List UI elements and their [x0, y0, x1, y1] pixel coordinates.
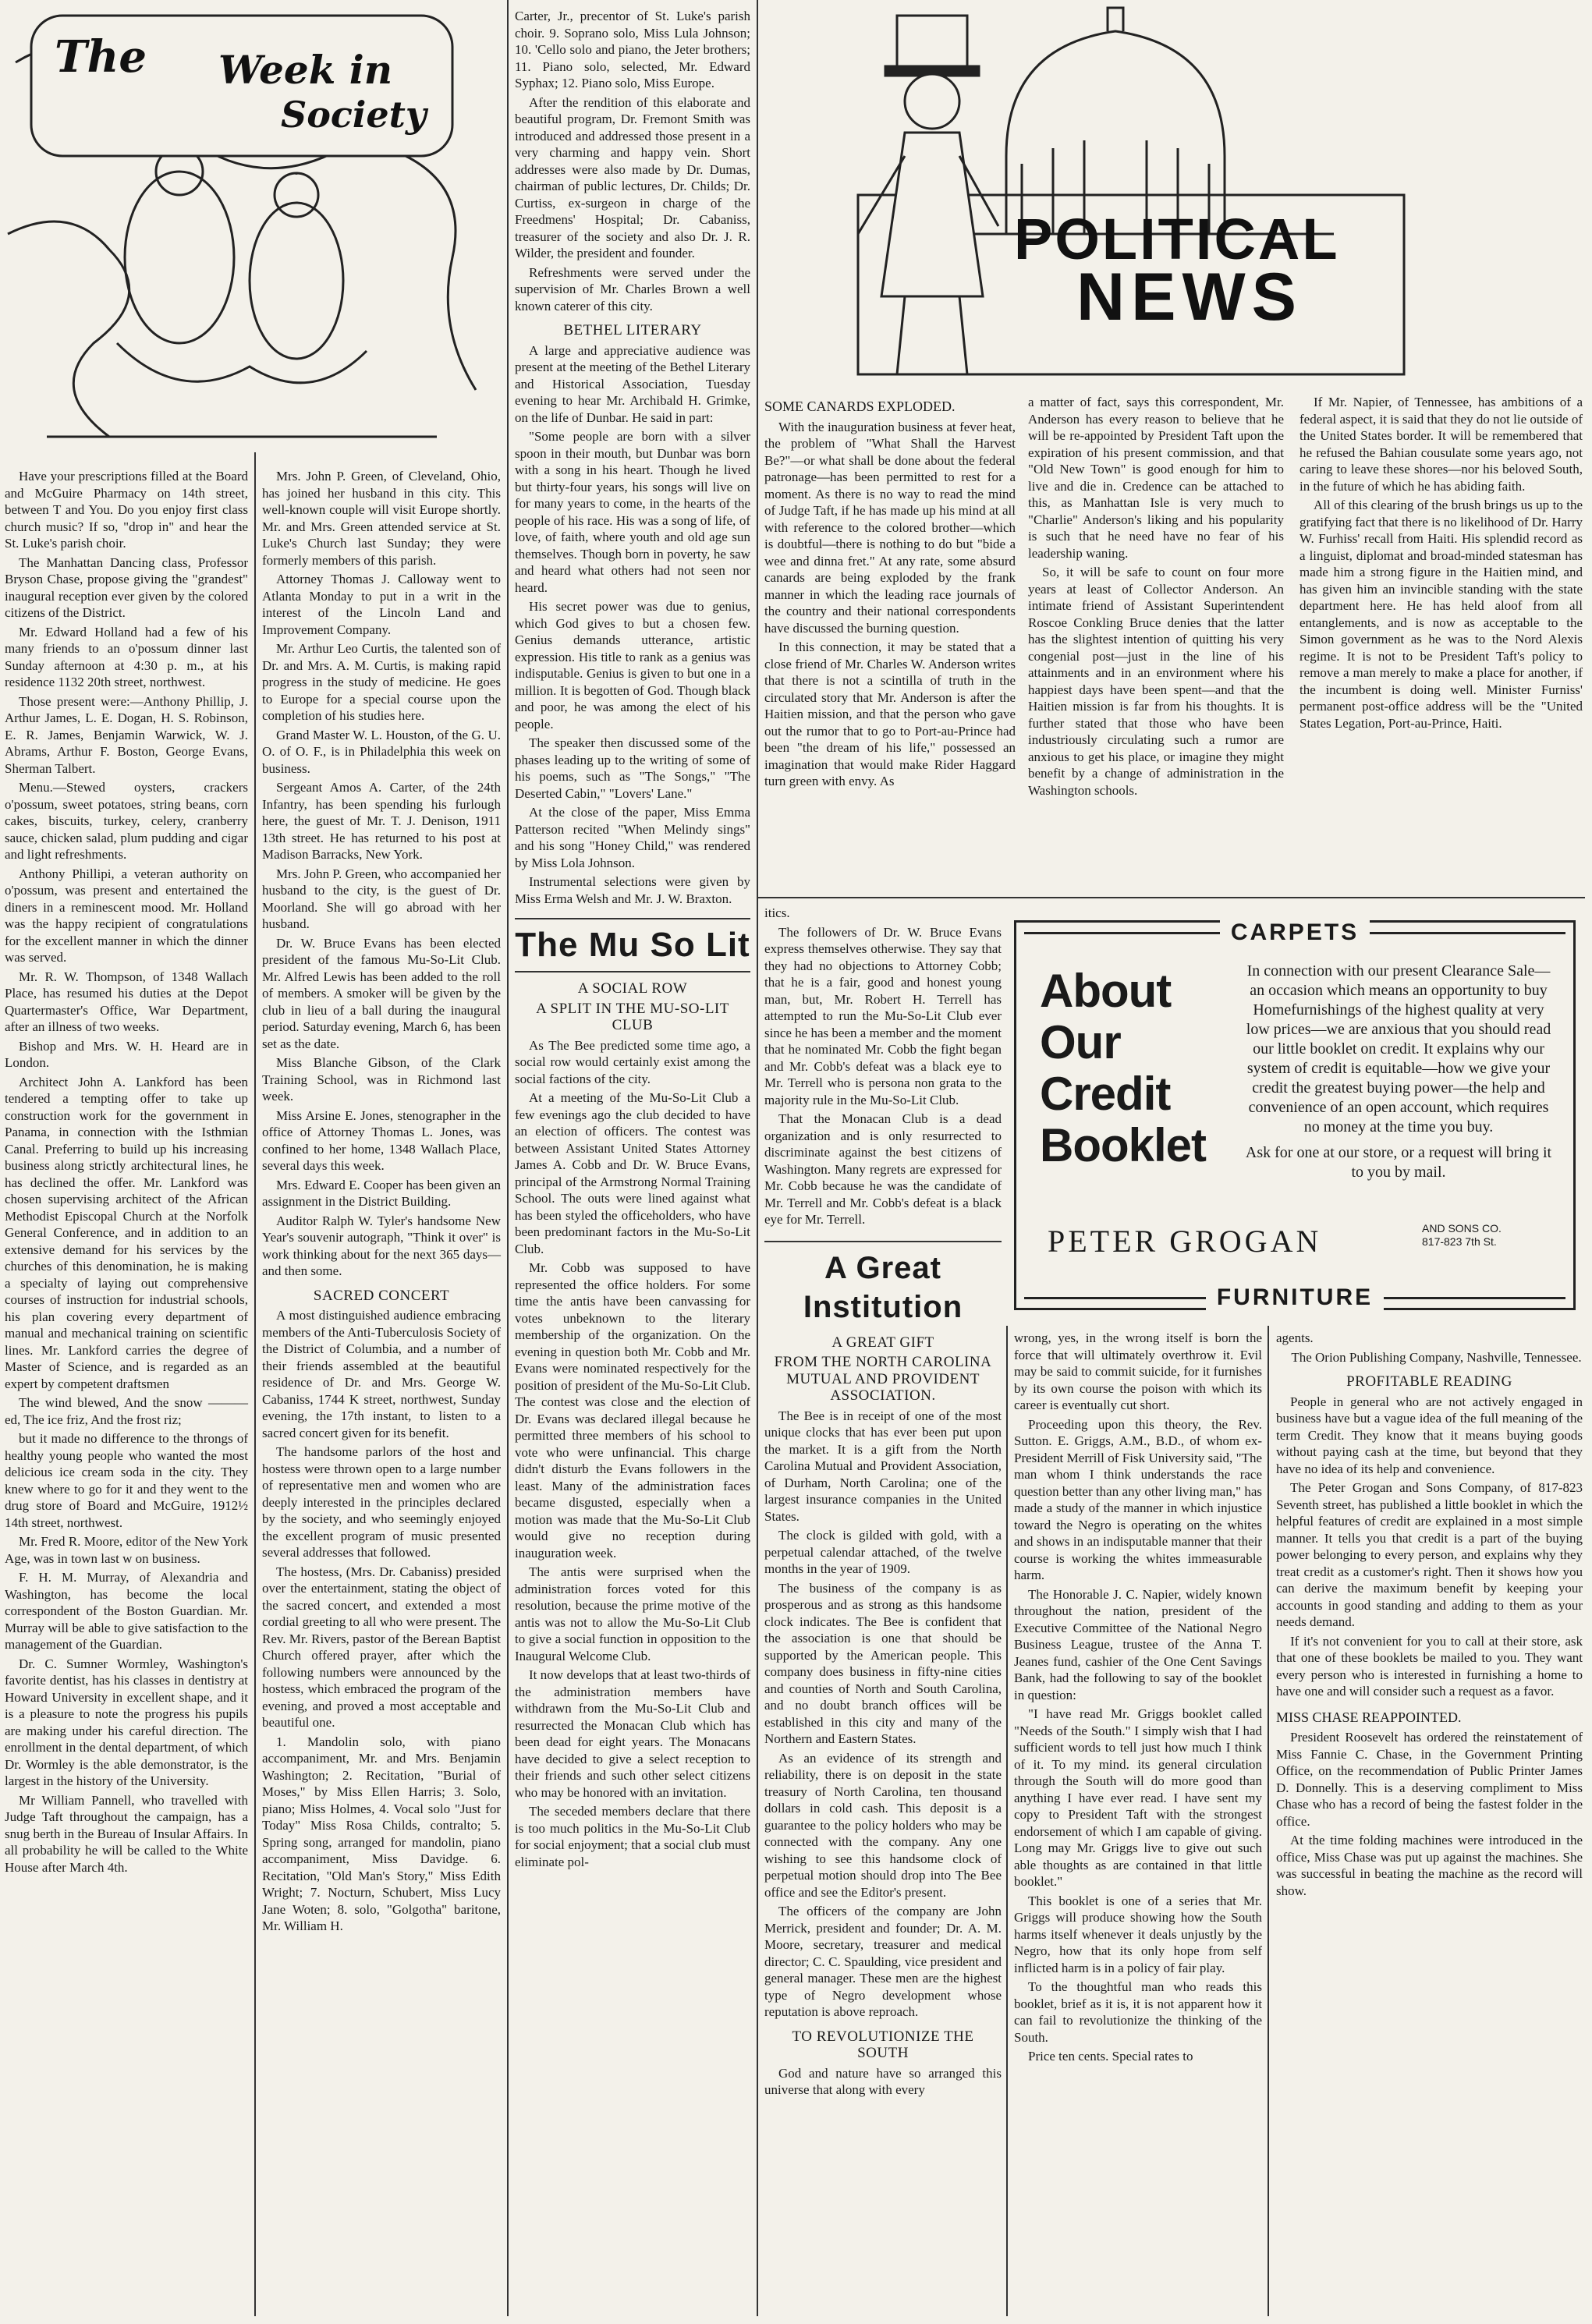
- agents-fragment: agents.: [1276, 1330, 1314, 1345]
- society-para: but it made no difference to the throngs of healthy young people who wanted the most delicious ice cream soda in the city. They knew where to go for it and they went to the drug store of Board and McGuire, 1912½ 14th street, northwest.: [5, 1431, 248, 1530]
- ad-headline-line: About: [1040, 965, 1172, 1017]
- society-para: Menu.—Stewed oysters, crackers o'possum, sweet potatoes, string beans, corn cakes, biscuits, turkey, celery, cranberry sauce, chicken salad, plum pudding and cigar and light refreshments.: [5, 780, 248, 862]
- musolit-fragment: itics.: [764, 905, 790, 920]
- bethel-para: The speaker then discussed some of the phases leading up to the writing of some of his poems, such as "The Songs," "The Deserted Cabin," "Lovers' Lane.": [515, 735, 750, 801]
- reading-para: People in general who are not actively engaged in business have but a vague idea of the full meaning of the term Credit. They know that it means buying goods without paying cash at the time, but beyond that they have no idea of its help and convenience.: [1276, 1394, 1583, 1476]
- ad-banner-bottom: [1016, 1284, 1573, 1311]
- society-para: Grand Master W. L. Houston, of the G. U. O. of O. F., is in Philadelphia this week on business.: [262, 727, 501, 776]
- society-para: Miss Arsine E. Jones, stenographer in the office of Attorney Thomas L. Jones, was confined to her home, 1348 Wallach Place, several days this week.: [262, 1107, 501, 1173]
- ad-banner-carpets: CARPETS: [1220, 919, 1370, 945]
- ad-body-para: In connection with our present Clearance Sale—an occasion which means an opportunity to buy Homefurnishings of the highest quality at very low prices—we are anxious that you should read our little booklet on credit. It explains why our system of credit is equitable—how we give your credit the greatest buying power—the help and convenience of an open account, which requires no money at the time you buy.: [1246, 962, 1551, 1135]
- society-verse: The wind blewed, And the snow ——— ed, The ice friz, And the frost riz;: [5, 1395, 248, 1427]
- concert-para: The handsome parlors of the host and hostess were thrown open to a large number of representative men and women who are deeply interested in the principles declared by the society, and who seemingly enjoyed the excellent program of music presented several addresses that followed.: [262, 1444, 501, 1560]
- musolit-para: Mr. Cobb was supposed to have represented the office holders. For some time the antis have been canvassing for votes unbeknown to the literary membership of the organization. On the evening in question both Mr. Cobb and Mr. Evans were nominated respectively for the position of president of the Mu-So-Lit Club. The contest was close and the election of Dr. Evans was declared illegal because he permitted three members of his school to vote who were unfinancial. This charge didn't disturb the Evans followers in the least. Many of the administration faces became disgusted, especially when a motion was made that the Mu-So-Lit Club would give no reception during inauguration week.: [515, 1260, 750, 1561]
- ad-banner-top: [1016, 919, 1573, 946]
- institution-subhead-2: FROM THE NORTH CAROLINA MUTUAL AND PROVIDENT ASSOCIATION.: [774, 1354, 992, 1404]
- musolit-para: As The Bee predicted some time ago, a social row would certainly exist among the social factions of the city.: [515, 1037, 750, 1086]
- ad-headline-line: Our: [1040, 1016, 1121, 1068]
- society-para: Mrs. Edward E. Cooper has been given an assignment in the District Building.: [262, 1177, 501, 1209]
- revolutionize-para: Proceeding upon this theory, the Rev. Sutton. E. Griggs, A.M., B.D., of whom ex-President Merrill of Fisk University said, "The man whom I think understands the race question better than any other living man," has made a study of the manner in which injustice toward the Negro is operating on the whites and shows in an indisputable manner that their course is working the whites immeasurable harm.: [1014, 1416, 1262, 1582]
- society-para: Anthony Phillipi, a veteran authority on o'possum, was present and entertained the diners in a reminescent mood. Mr. Holland was the happy recipient of congratulations for the excellent manner in which the dinner was served.: [5, 866, 248, 965]
- revolutionize-para: Price ten cents. Special rates to: [1028, 2049, 1193, 2064]
- canards-para: If Mr. Napier, of Tennessee, has ambitions of a federal aspect, it is said that they do not lie outside of the United States border. It will be remembered that he refused the Bahian cousulate some years ago, not caring to leave these shores—nor his beloved South, in the future of which he has abiding faith.: [1299, 395, 1583, 494]
- revolutionize-para: God and nature have so arranged this universe that along with every: [764, 2065, 1002, 2097]
- revolutionize-headline: TO REVOLUTIONIZE THE SOUTH: [792, 2028, 974, 2061]
- musolit-para: The antis were surprised when the administration forces voted for this resolution, because the prime motive of the antis was not to allow the Mu-So-Lit Club to give a social function in opposition to the Inaugural Welcome Club.: [515, 1564, 750, 1663]
- ad-headline-line: Booklet: [1040, 1119, 1207, 1171]
- ad-body: [1243, 962, 1555, 1189]
- canards-para: All of this clearing of the brush brings us up to the gratifying fact that there is no likelihood of Dr. Harry W. Furhiss' recall from Haiti. His splendid record as a linguist, diplomat and broad-minded statesman has made him a strong figure in the Haitien mind, and has given him an invincible standing with the state department here. He has held aloof from all entanglements, and is now as acceptable to the Simon government as he was to the Nord Alexis regime. It is not to be President Taft's policy to remove a man merely to make a place for another, if the incumbent is doing well. Minister Furniss' permanent post-office address will be the "United States Legation, Port-au-Prince, Haiti.: [1299, 498, 1583, 731]
- canards-column-1: [760, 394, 1020, 893]
- society-para: Mr. Fred R. Moore, editor of the New York Age, was in town last w on business.: [5, 1534, 248, 1566]
- concert-para: The hostess, (Mrs. Dr. Cabaniss) presided over the entertainment, stating the object of the sacred concert, and extended a most cordial greeting to all who were present. The Rev. Mr. Rivers, pastor of the Berean Baptist Church offered prayer, after which the following numbers were announced by the hostess, which embraced the program of the evening, and proved a most acceptable and beautiful one.: [262, 1564, 501, 1730]
- society-para: Dr. C. Sumner Wormley, Washington's favorite dentist, has his classes in dentistry at Howard University in excellent shape, and it is a pleasure to note the progress his pupils are making under his careful direction. The enrollment in the dental department, of which Dr. Wormley is the able demonstrator, is the largest in the history of the University.: [5, 1656, 248, 1788]
- society-column-2: [257, 468, 505, 2316]
- bethel-para: A large and appreciative audience was present at the meeting of the Bethel Literary and Historical Association, Tuesday evening to hear Mr. Archibald H. Grimke, on the life of Dunbar. He said in part:: [515, 342, 750, 425]
- canards-para: So, it will be safe to count on four more years at least of Collector Anderson. An intimate friend of Assistant Superintendent Roscoe Conkling Bruce denies that the latter has the slightest intention of quitting his very congenial post—just in the line of his attainments and in an environment where his happiest days have been spent—and that the Haitien mission is far from his thoughts. It is further stated that those who have been industriously circulating such a rumor are anxious to get his place, or imagine they might benefit by a change of administration in the Washington schools.: [1028, 565, 1284, 798]
- society-para: Mr William Pannell, who travelled with Judge Taft throughout the campaign, has a snug berth in the Bureau of Insular Affairs. In all probability he will be called to the White House after March 4th.: [5, 1792, 248, 1875]
- musolit-continued-column: [760, 905, 1006, 2316]
- musolit-big-headline: The Mu So Lit: [515, 918, 750, 972]
- revolutionize-para: wrong, yes, in the wrong itself is born the force that will ultimately overthrow it. Evil may be said to commit suicide, for it furnishes by its own course the poison with which its career is eventually cut short.: [1014, 1330, 1262, 1412]
- ad-firm-name: PETER GROGAN: [1048, 1224, 1322, 1259]
- reading-headline: PROFITABLE READING: [1346, 1373, 1512, 1390]
- society-para: The Manhattan Dancing class, Professor Bryson Chase, propose giving the "grandest" inaugural reception ever given by the colored citizens of the District.: [5, 554, 248, 620]
- political-title-line1: POLITICAL: [1014, 207, 1340, 271]
- chase-headline: MISS CHASE REAPPOINTED.: [1276, 1709, 1462, 1725]
- society-title-society: Society: [281, 94, 427, 136]
- musolit-para: At a meeting of the Mu-So-Lit Club a few evenings ago the club decided to have an election of officers. The contest was between Assistant United States Attorney James A. Cobb and Dr. W. Bruce Evans, principal of the Armstrong Normal Training School. The outs were lined against what has been styled the officeholders, who have been predominant factors in the Mu-So-Lit Club.: [515, 1090, 750, 1256]
- institution-para: The business of the company is as prosperous and as strong as this handsome clock indicates. The Bee is confident that the association is one that should be supported by the American people. This company does business in fifty-nine cities and counties of North and South Carolina, and no doubt branch offices will be established in this city and many of the Northern and Eastern States.: [764, 1580, 1002, 1746]
- ad-headline: [1040, 965, 1219, 1171]
- column-rule: [1006, 1326, 1008, 2316]
- ad-firm-address: [1422, 1222, 1502, 1249]
- concert-para: Carter, Jr., precentor of St. Luke's parish choir. 9. Soprano solo, Miss Lula Johnson; 10. 'Cello solo and piano, the Jeter brothers; 11. Piano solo, selected, Mr. Edward Syphax; 12. Piano solo, Miss Europe.: [515, 9, 750, 90]
- chase-para: President Roosevelt has ordered the reinstatement of Miss Fannie C. Chase, in the Government Printing Office, on the recommendation of Public Printer James D. Donnelly. This is a deserving compliment to Miss Chase who has a record of being the fastest folder in the office.: [1276, 1730, 1583, 1829]
- institution-para: The officers of the company are John Merrick, president and founder; Dr. A. M. Moore, secretary, treasurer and medical director; C. C. Spaulding, vice president and general manager. These men are the highest type of Negro development whose reputation is above reproach.: [764, 1904, 1002, 2019]
- reading-para: The Peter Grogan and Sons Company, of 817-823 Seventh street, has published a little booklet in which the helpful features of credit are explained in a most simple manner. It tells you that credit is a part of the buying power belonging to every person, and explains why they treat credit as a customer's right. Then it shows how you can derive the maximum benefit by keeping your accounts in good standing and adding to them as your needs demand.: [1276, 1480, 1583, 1629]
- institution-para: The Bee is in receipt of one of the most unique clocks that has ever been put upon the market. It is a gift from the North Carolina Mutual and Provident Association, of Durham, North Carolina; one of the largest insurance companies in the United States.: [764, 1408, 1002, 1524]
- society-para: Mr. R. W. Thompson, of 1348 Wallach Place, has resumed his duties at the Depot Quartermaster's Office, War Department, after an illness of two weeks.: [5, 969, 248, 1034]
- society-para: Dr. W. Bruce Evans has been elected president of the famous Mu-So-Lit Club. Mr. Alfred Lewis has been added to the roll of members. A smoker will be given by the club in lieu of a ball during the inaugural period. Saturday evening, March 6, has been set as the date.: [262, 935, 501, 1051]
- ad-banner-furniture: FURNITURE: [1206, 1284, 1384, 1310]
- chase-para: At the time folding machines were introduced in the office, Miss Chase was put up against the machines. She was successful in beating the machine as the record will show.: [1276, 1833, 1583, 1898]
- musolit-subhead-2: A SPLIT IN THE MU-SO-LIT CLUB: [536, 1000, 729, 1033]
- bethel-para: His secret power was due to genius, which God gives to but a chosen few. Genius demands utterance, artistic expression. His title to rank as a genius was indisputable. Genius is given to but one in a million. It is begotten of God. Though black and poor, he was among the elect of his people.: [515, 599, 750, 732]
- publisher-line: The Orion Publishing Company, Nashville, Tennessee.: [1291, 1349, 1582, 1365]
- bethel-headline: BETHEL LITERARY: [563, 322, 702, 338]
- institution-para: The clock is gilded with gold, with a perpetual calendar attached, of the twelve months in the year of 1909.: [764, 1528, 1002, 1576]
- political-title-line2: NEWS: [1076, 260, 1303, 335]
- society-para: Have your prescriptions filled at the Board and McGuire Pharmacy on 14th street, between T and You. Do you enjoy first class church music? If so, "drop in" and hear the St. Luke's parish choir.: [5, 469, 248, 551]
- concert-para: Refreshments were served under the supervision of Mr. Charles Brown a well known caterer of this city.: [515, 264, 750, 314]
- political-news-title: [1014, 207, 1340, 335]
- canards-para: With the inauguration business at fever heat, the problem of "What Shall the Harvest Be?"—or what shall be done about the federal patronage—has been permitted to rest for a moment. As there is no way to read the mind of Judge Taft, if he has made up his mind at all with reference to the colored brother—which is doubtful—there is nothing to do but "bide a wee and dinna fret." At any rate, some absurd canards are being exploded by the frank manner in which the leading race journals of the country and their national correspondents have discussed the burning question.: [764, 419, 1016, 636]
- ad-firm-suffix: AND SONS CO.: [1422, 1222, 1502, 1235]
- society-para: Those present were:—Anthony Phillip, J. Arthur James, L. E. Dogan, H. S. Robinson, E. R. James, Benjamin Warwick, W. J. Abrams, Arthur F. Boston, George Evans, Sherman Talbert.: [5, 693, 248, 776]
- concert-para: After the rendition of this elaborate and beautiful program, Dr. Fremont Smith was introduced and addressed those present in a very charming and happy vein. Short addresses were also made by Dr. Dumas, chairman of public lectures, Dr. Childs; Dr. Curtiss, ex-surgeon in charge of the Freedmens' Hospital; Dr. Cabaniss, treasurer of the society and also Dr. J. R. Wilder, the president and founder.: [515, 94, 750, 260]
- institution-big-headline: A Great Institution: [764, 1241, 1002, 1327]
- musolit-para: That the Monacan Club is a dead organization and is only resurrected to discriminate against the best citizens of Washington. Many regrets are expressed for Mr. Cobb because he was the candidate of Mr. Terrell and Mr. Cobb's defeat is a black eye for Mr. Terrell.: [764, 1111, 1002, 1227]
- society-para: Architect John A. Lankford has been tendered a tempting offer to take up construction work for the government in Panama, in connection with the Isthmian Canal. Preferring to build up his increasing business along strictly architectural lines, he has declined the offer. Mr. Lankford was chosen supervising architect of the African Methodist Episcopal Church at the Norfolk General Conference, and in addition to an extensive demand for his services by the churches of this denomination, he is making a specialty of laying out comprehensive courses of instruction for industrial schools, his plan covering every department of manual and mechanical training on scientific lines. Mr. Lankford carries the degree of Master of Science, and is regarded as an expert by competent draftsmen: [5, 1074, 248, 1391]
- institution-subhead: A GREAT GIFT: [831, 1334, 934, 1351]
- bethel-para: At the close of the paper, Miss Emma Patterson recited "When Melindy sings" and his song "Honey Child," was rendered by Miss Lola Johnson.: [515, 805, 750, 870]
- musolit-para: It now develops that at least two-thirds of the administration members have withdrawn from the Mu-So-Lit Club and resurrected the Monacan Club which has been dead for eight years. The Monacans have decided to give a select reception to their friends and such other select citizens who may be honored with an invitation.: [515, 1667, 750, 1800]
- institution-para: As an evidence of its strength and reliability, there is on deposit in the state treasury of North Carolina, ten thousand dollars in cold cash. This deposit is a guarantee to the policy holders who may be connected with the company. Any one wishing to see this handsome clock of perpetual motion should drop into The Bee office and see the Editor's present.: [764, 1750, 1002, 1900]
- ad-body-para: Ask for one at our store, or a request will bring it to you by mail.: [1245, 1144, 1552, 1181]
- society-para: Auditor Ralph W. Tyler's handsome New Year's souvenir autograph, "Think it over" is work thinking about for the next 365 days—and then some.: [262, 1213, 501, 1278]
- center-column: [510, 8, 755, 2316]
- column-rule: [1268, 1326, 1269, 2316]
- society-para: Bishop and Mrs. W. H. Heard are in London.: [5, 1038, 248, 1070]
- society-title-week: Week in: [218, 47, 393, 93]
- column-rule: [757, 0, 758, 2316]
- bethel-para: "Some people are born with a silver spoon in their mouth, but Dunbar was born with a song in his heart. Though he lived but thirty-four years, his songs will live on for many years to come, in the hearts of the people of his race. His was a song of life, of love, of faith, where youth and old age sun themselves. Though born in poverty, he saw and heard what others had not seen nor heard.: [515, 429, 750, 595]
- revolutionize-para: To the thoughtful man who reads this booklet, brief as it is, it is not apparent how it can fail to revolutionize the thinking of the South.: [1014, 1979, 1262, 2045]
- concert-para: 1. Mandolin solo, with piano accompaniment, Mr. and Mrs. Benjamin Washington; 2. Recitation, "Burial of Moses," by Miss Ellen Harris; 3. Solo, piano; Miss Holmes, 4. Vocal solo "Just for Today" Miss Rosa Childs, contralto; 5. Spring song, arranged for mandolin, piano accompaniment, Miss Davidge. 6. Recitation, "Old Man's Story," Miss Edith Wright; 7. Nocturn, Schubert, Miss Lucy Jane Woten; 8. solo, "Golgotha" baritone, Mr. William H.: [262, 1734, 501, 1933]
- concert-headline: SACRED CONCERT: [313, 1287, 450, 1304]
- society-para: F. H. M. Murray, of Alexandria and Washington, has become the local correspondent of the Boston Guardian. Mr. Murray will be able to give satisfaction to the management of the Guardian.: [5, 1570, 248, 1652]
- society-para: Sergeant Amos A. Carter, of the 24th Infantry, has been spending his furlough here, the guest of Mr. T. J. Denison, 1911 13th street. He has returned to his post at Madison Barracks, New York.: [262, 780, 501, 862]
- ad-headline-line: Credit: [1040, 1068, 1171, 1120]
- society-column: [0, 468, 253, 2316]
- reading-column: [1271, 1330, 1587, 2316]
- revolutionize-para: "I have read Mr. Griggs booklet called "Needs of the South." I simply wish that I had sufficient words to tell just how much I think of it. To my mind. its general circulation through the South will do more good than anything I have ever read. I have sent my copy to President Taft with the strongest endorsement of which I am capable of giving. Long may Mr. Griggs live to give out such able thoughts as are contained in that little booklet.": [1014, 1706, 1262, 1889]
- ad-address: 817-823 7th St.: [1422, 1235, 1497, 1248]
- canards-para: In this connection, it may be stated that a close friend of Mr. Charles W. Anderson writes that there is not a scintilla of truth in the circulated story that Mr. Anderson is after the Haitien mission, and that the person who gave out the rumor that to go to Port-au-Prince had been "the dream of his life," possessed an imagination that would make Rider Haggard turn green with envy. As: [764, 639, 1016, 788]
- society-title-the: The: [55, 31, 147, 83]
- section-rule: [758, 897, 1585, 898]
- society-para: Mrs. John P. Green, of Cleveland, Ohio, has joined her husband in this city. This well-known couple will visit Europe shortly. Mr. and Mrs. Green attended service at St. Luke's Church last Sunday; they were formerly members of this parish.: [262, 469, 501, 568]
- column-rule: [507, 0, 509, 2316]
- society-para: Attorney Thomas J. Calloway went to Atlanta Monday to put in a writ in the interest of the Lincoln Land and Improvement Company.: [262, 572, 501, 637]
- concert-para: A most distinguished audience embracing members of the Anti-Tuberculosis Society of the District of Columbia, and a number of their friends assembled at the beautiful residence of Dr. and Mrs. George W. Cabaniss, 1744 K street, northwest, Sunday evening, the 17th instant, to listen to a sacred concert given for its benefit.: [262, 1308, 501, 1440]
- society-para: Miss Blanche Gibson, of the Clark Training School, was in Richmond last week.: [262, 1055, 501, 1104]
- bethel-para: Instrumental selections were given by Miss Erma Welsh and Mr. J. W. Braxton.: [515, 874, 750, 906]
- revolutionize-para: The Honorable J. C. Napier, widely known throughout the nation, president of the Executive Committee of the National Negro Business League, trustee of the Anna T. Jeanes fund, cashier of the One Cent Savings Bank, had the following to say of the booklet in question:: [1014, 1586, 1262, 1702]
- canards-column-2: [1023, 394, 1289, 893]
- revolutionize-para: This booklet is one of a series that Mr. Griggs will produce showing how the South harms itself whenever it deals unjustly by the Negro, how that its only hope from self inflicted harm is in a policy of fair play.: [1014, 1893, 1262, 1975]
- musolit-subhead: A SOCIAL ROW: [577, 980, 688, 997]
- musolit-para: The followers of Dr. W. Bruce Evans express themselves otherwise. They say that they had no objections to Attorney Cobb; that he is a fair, good and honest young man, but, Mr. Robert H. Terrell has attempted to run the Mu-So-Lit Club ever since he has been a member and the moment that he nominated Mr. Cobb the fight began and Mr. Cobb's defeat was a black eye to Mr. Terrell who is persona non grata to the majority rule in the Mu-So-Lit Club.: [764, 924, 1002, 1107]
- society-para: Mrs. John P. Green, who accompanied her husband to the city, is the guest of Dr. Moorland. She will go abroad with her husband.: [262, 866, 501, 931]
- peter-grogan-advertisement: [1014, 920, 1576, 1310]
- canards-headline: SOME CANARDS EXPLODED.: [764, 399, 956, 414]
- week-in-society-illustration: [0, 0, 484, 452]
- musolit-para: The seceded members declare that there is too much politics in the Mu-So-Lit Club for social enjoyment; that a social club must eliminate pol-: [515, 1804, 750, 1869]
- revolutionize-column: [1009, 1330, 1267, 2316]
- society-para: Mr. Edward Holland had a few of his many friends to an o'possum dinner last Sunday afternoon at 4:30 p. m., at his residence 1132 20th street, northwest.: [5, 624, 248, 689]
- society-para: Mr. Arthur Leo Curtis, the talented son of Dr. and Mrs. A. M. Curtis, is making rapid progress in the study of medicine. He goes to Europe for a special course upon the completion of his studies here.: [262, 641, 501, 723]
- column-rule: [254, 452, 256, 2316]
- canards-para: a matter of fact, says this correspondent, Mr. Anderson has every reason to believe that he will be re-appointed by President Taft upon the expiration of his present commission, and that "Old New Town" is good enough for him to live and die in. Credence can be attached to this, as Manhattan Isle is very much to "Charlie" Anderson's liking and his popularity is such that he need have no fear of his leadership waning.: [1028, 395, 1284, 561]
- canards-column-3: [1295, 394, 1587, 893]
- reading-para: If it's not convenient for you to call at their store, ask that one of these booklets be mailed to you. They want every person who is interested in furnishing a home to have one and will consider such a request as a favor.: [1276, 1633, 1583, 1699]
